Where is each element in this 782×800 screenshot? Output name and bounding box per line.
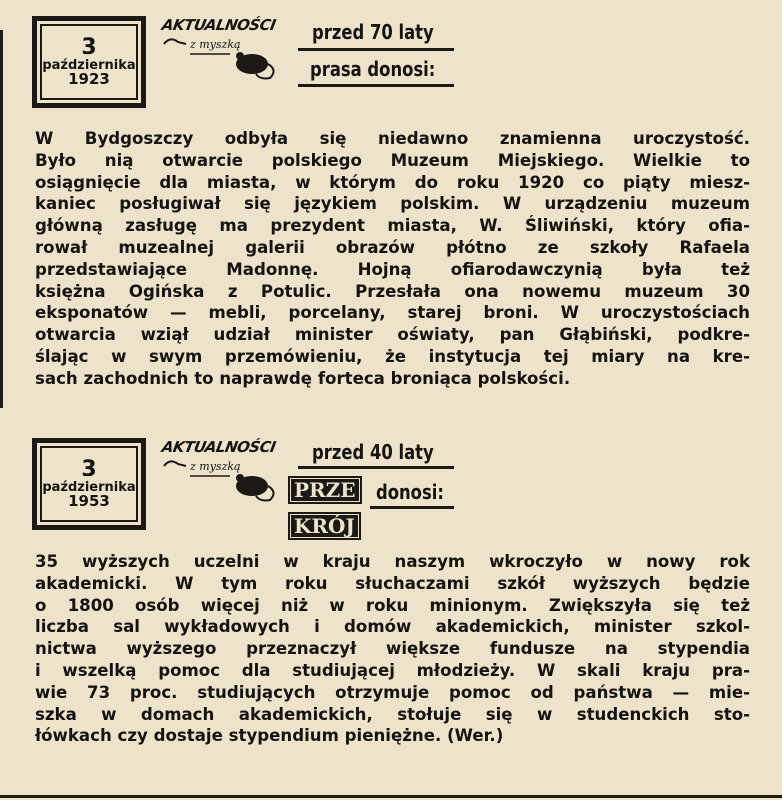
text-line: o 1800 osób więcej niż w roku minionym. Zwiększyła się też [35, 595, 750, 615]
bottom-border-line [0, 795, 782, 798]
header-years-ago: przed 40 laty [312, 440, 434, 464]
text-line: księżna Ogińska z Potulic. Przesłała ona nowemu muzeum 30 [35, 281, 750, 301]
header-underline [298, 48, 454, 51]
header-underline [298, 466, 454, 469]
date-year: 1953 [68, 492, 110, 511]
text-line: otwarcia wziął udział minister oświaty, pan Głąbiński, podkre- [35, 325, 750, 345]
header-years-ago: przed 70 laty [312, 20, 434, 44]
text-line: łówkach czy dostaje stypendium pieniężne. (Wer.) [35, 726, 504, 746]
text-line: 35 wyższych uczelni w kraju naszym wkroczyło w nowy rok [35, 552, 750, 571]
text-line: Było nią otwarcie polskiego Muzeum Miejskiego. Wielkie to [35, 150, 750, 170]
text-line: eksponatów — mebli, porcelany, starej broni. W uroczystościach [35, 303, 750, 323]
date-year: 1923 [68, 70, 110, 89]
logo-subtitle: z myszką [190, 38, 241, 51]
text-line: rował muzealnej galerii obrazów płótno ze szkoły Rafaela [35, 237, 750, 257]
text-line: osiągnięcie dla miasta, w którym do roku 1920 co piąty miesz- [35, 172, 750, 192]
date-day: 3 [81, 456, 97, 482]
text-line: liczba sal wykładowych i domów akademickich, minister szkol- [35, 617, 750, 637]
przekroj-box-top: PRZE [288, 476, 362, 504]
logo-subtitle: z myszką [190, 460, 241, 473]
text-line: szka w domach akademickich, stołuje się w studenckich sto- [35, 704, 750, 724]
text-line: ślając w swym przemówieniu, że instytucja tej miary na kre- [35, 346, 750, 366]
header-press-reports: prasa donosi: [310, 57, 436, 81]
article-1-text [35, 128, 750, 390]
text-line: i wszelką pomoc dla studiującej młodzieży. W skali kraju pra- [35, 660, 750, 680]
przekroj-logo-top [288, 476, 362, 504]
text-line: nictwa wyższego przeznaczył większe fundusze na stypendia [35, 639, 750, 659]
article-2-text [35, 551, 750, 747]
date-month: października [42, 57, 136, 73]
logo-aktualnosci [160, 436, 280, 506]
text-line: wie 73 proc. studiujących otrzymuje pomoc od państwa — mie- [35, 682, 750, 702]
header-underline [298, 84, 454, 87]
logo-aktualnosci [160, 14, 280, 84]
logo-title: AKTUALNOŚCI [160, 438, 277, 456]
text-line: główną zasługę ma prezydent miasta, W. Śliwiński, który ofia- [35, 216, 750, 236]
date-box [32, 16, 146, 108]
logo-title: AKTUALNOŚCI [160, 16, 277, 34]
przekroj-box-bottom: KRÓJ [288, 512, 361, 540]
date-day: 3 [81, 34, 97, 60]
text-line: przedstawiające Madonnę. Hojną ofiarodawczynią była też [35, 259, 750, 279]
header-reports: donosi: [376, 480, 444, 504]
date-box [32, 438, 146, 530]
text-line: sach zachodnich to naprawdę forteca broniąca polskości. [35, 368, 571, 388]
left-border-line [0, 30, 3, 408]
przekroj-logo-bottom [288, 512, 361, 540]
text-line: akademicki. W tym roku słuchaczami szkół wyższych będzie [35, 573, 750, 593]
date-month: października [42, 479, 136, 495]
header-underline [370, 506, 454, 509]
text-line: W Bydgoszczy odbyła się niedawno znamienna uroczystość. [35, 129, 750, 148]
text-line: kaniec posługiwał się językiem polskim. W urządzeniu muzeum [35, 194, 750, 214]
